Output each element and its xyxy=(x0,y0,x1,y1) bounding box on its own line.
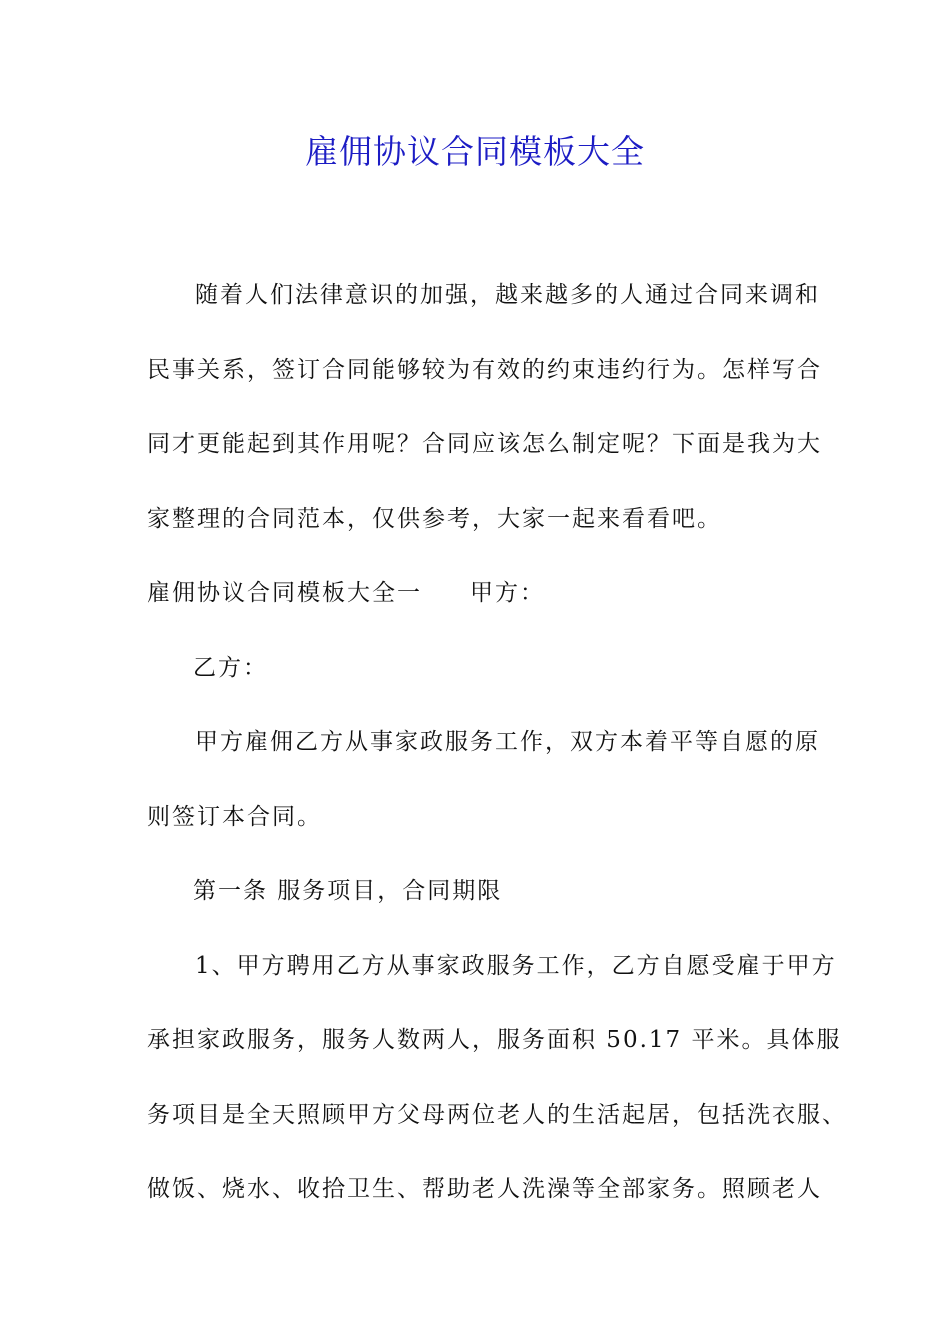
paragraph-line-11: 承担家政服务，服务人数两人，服务面积 50.17 平米。具体服 xyxy=(147,1027,842,1053)
paragraph-line-10: 1、甲方聘用乙方从事家政服务工作，乙方自愿受雇于甲方 xyxy=(195,952,837,979)
paragraph-line-8: 则签订本合同。 xyxy=(147,803,322,830)
document-body xyxy=(147,258,847,1227)
paragraph-line-3: 同才更能起到其作用呢？合同应该怎么制定呢？下面是我为大 xyxy=(147,431,822,457)
paragraph-line-1: 随着人们法律意识的加强，越来越多的人通过合同来调和 xyxy=(195,282,820,308)
party-a-label: 甲方： xyxy=(470,580,545,606)
paragraph-line-12: 务项目是全天照顾甲方父母两位老人的生活起居，包括洗衣服、 xyxy=(147,1101,847,1128)
section-heading-line xyxy=(147,556,817,631)
section-heading: 雇佣协议合同模板大全一 xyxy=(147,580,422,606)
document-title: 雇佣协议合同模板大全 xyxy=(305,132,645,171)
paragraph-line-4: 家整理的合同范本，仅供参考，大家一起来看看吧。 xyxy=(147,505,722,532)
party-b-label: 乙方： xyxy=(193,654,268,681)
paragraph-line-2: 民事关系，签订合同能够较为有效的约束违约行为。怎样写合 xyxy=(147,356,822,383)
paragraph-line-7: 甲方雇佣乙方从事家政服务工作，双方本着平等自愿的原 xyxy=(195,729,820,755)
paragraph-line-13: 做饭、烧水、收拾卫生、帮助老人洗澡等全部家务。照顾老人 xyxy=(147,1176,822,1202)
article-heading: 第一条 服务项目，合同期限 xyxy=(193,878,503,904)
